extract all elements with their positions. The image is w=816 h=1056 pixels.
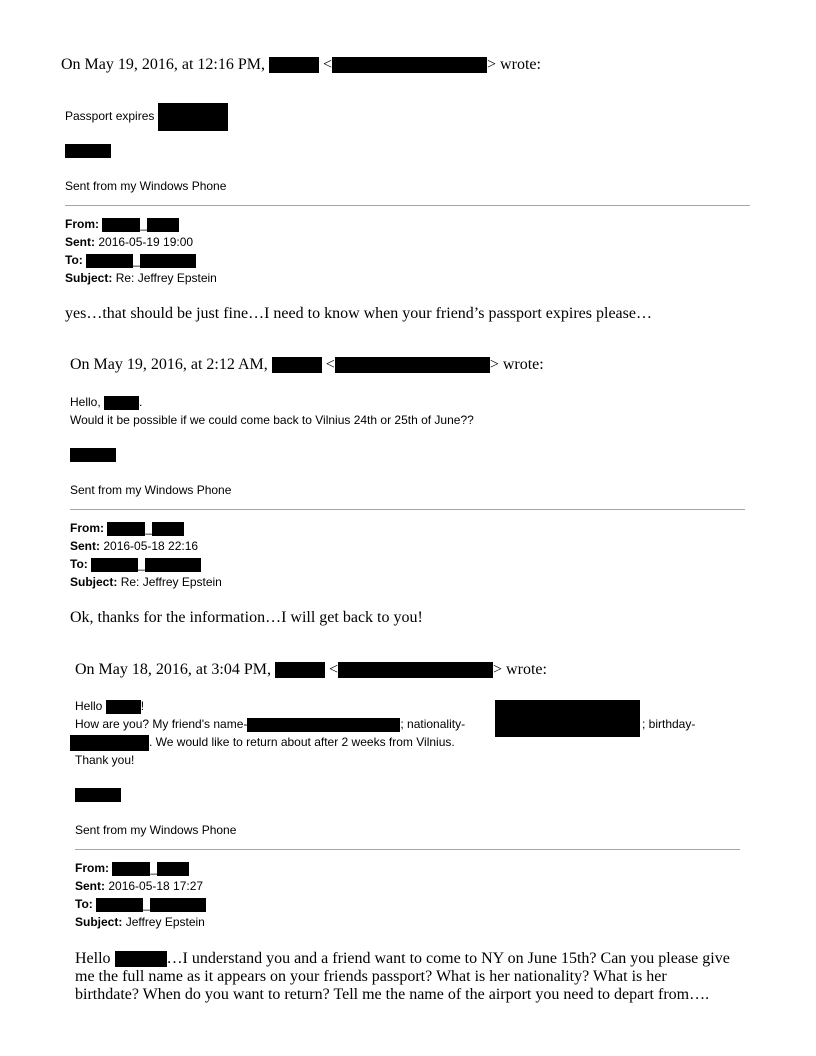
quoted-header-line-2: On May 19, 2016, at 2:12 AM, < > wrote: [70, 356, 544, 373]
redaction-bar [145, 558, 201, 572]
redaction-bar [107, 522, 145, 536]
redaction-bar [140, 254, 196, 268]
redaction-bar [157, 862, 189, 876]
email-header [65, 215, 217, 287]
subject-row: Subject: Jeffrey Epstein [75, 915, 205, 929]
divider [75, 849, 740, 850]
divider [65, 205, 750, 206]
redaction-bar [269, 57, 319, 73]
redaction-bar [275, 662, 325, 678]
email-header [75, 859, 206, 931]
sent-row: Sent: 2016-05-18 22:16 [70, 539, 199, 553]
hello-line: Hello ! [75, 699, 145, 713]
to-row: To: _ [65, 251, 217, 269]
passport-line: Passport expires [65, 102, 228, 131]
redaction-bar [152, 522, 184, 536]
sent-from-line: Sent from my Windows Phone [65, 179, 227, 193]
redaction-bar [247, 718, 400, 732]
birthday-label: ; birthday- [642, 717, 696, 731]
redaction-bar [102, 218, 140, 232]
redaction-bar [91, 558, 138, 572]
from-row: From: _ [65, 215, 217, 233]
redaction-bar [65, 144, 111, 158]
reply-text: yes…that should be just fine…I need to know when your friend’s passport expires please… [65, 305, 652, 322]
redaction-bar [150, 898, 206, 912]
redaction-bar [70, 735, 149, 751]
sent-from-line: Sent from my Windows Phone [75, 823, 237, 837]
subject-row: Subject: Re: Jeffrey Epstein [70, 575, 222, 589]
redaction-bar [332, 57, 487, 73]
redaction-bar [75, 788, 121, 802]
email-header [70, 519, 222, 591]
redaction-bar [495, 700, 640, 737]
to-row: To: _ [70, 555, 222, 573]
reply-text: Ok, thanks for the information…I will get back to you! [70, 609, 423, 626]
redaction-bar [106, 700, 141, 714]
sent-row: Sent: 2016-05-19 19:00 [65, 235, 194, 249]
from-row: From: _ [75, 859, 206, 877]
message-body: Hello, . Would it be possible if we could come back to Vilnius 24th or 25th of June?? [70, 395, 474, 427]
redaction-bar [86, 254, 133, 268]
to-row: To: _ [75, 895, 206, 913]
sent-row: Sent: 2016-05-18 17:27 [75, 879, 204, 893]
return-line: . We would like to return about after 2 weeks from Vilnius. [70, 733, 455, 751]
redaction-bar [104, 396, 139, 410]
redaction-bar [112, 862, 150, 876]
redaction-bar [272, 357, 322, 373]
final-message: Hello …I understand you and a friend want to come to NY on June 15th? Can you please give me the full name as it appears on your friends passport? What is her nationality? What is her birthdate? When do you want to return? Tell me the name of the airport you need to depart from…. [75, 950, 730, 1003]
redaction-bar [70, 448, 116, 462]
subject-row: Subject: Re: Jeffrey Epstein [65, 271, 217, 285]
redaction-bar [147, 218, 179, 232]
details-line: How are you? My friend's name- ; nationality- [75, 717, 466, 731]
redaction-bar [158, 103, 228, 131]
thanks-line: Thank you! [75, 753, 135, 767]
quoted-header-line-1: On May 19, 2016, at 12:16 PM, < > wrote: [61, 56, 541, 73]
redaction-bar [335, 357, 490, 373]
from-row: From: _ [70, 519, 222, 537]
redaction-bar [96, 898, 143, 912]
sent-from-line: Sent from my Windows Phone [70, 483, 232, 497]
quoted-header-line-3: On May 18, 2016, at 3:04 PM, < > wrote: [75, 661, 547, 678]
redaction-bar [338, 662, 493, 678]
redaction-bar [115, 951, 167, 967]
divider [70, 509, 745, 510]
